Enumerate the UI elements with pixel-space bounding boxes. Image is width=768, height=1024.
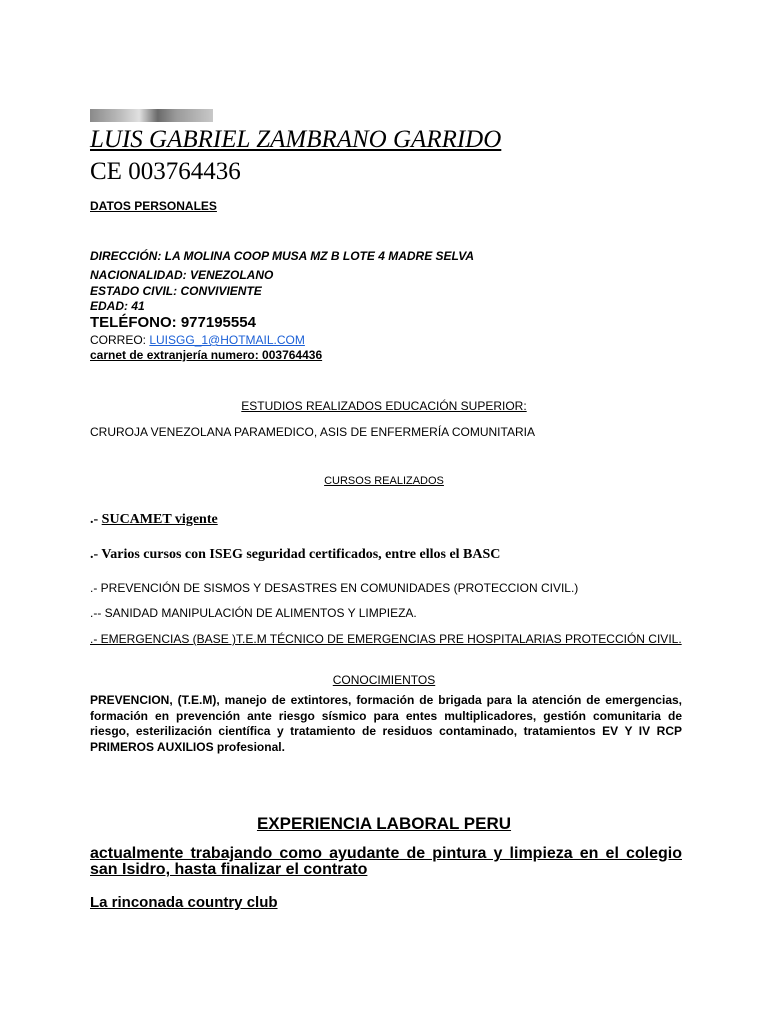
nationality-line: NACIONALIDAD: VENEZOLANO — [90, 268, 274, 282]
course-sanidad: .-- SANIDAD MANIPULACIÓN DE ALIMENTOS Y LIMPIEZA. — [90, 606, 417, 620]
civil-status-line: ESTADO CIVIL: CONVIVIENTE — [90, 284, 262, 298]
carnet-line: carnet de extranjería numero: 003764436 — [90, 348, 323, 362]
email-link[interactable]: LUISGG_1@HOTMAIL.COM — [149, 333, 305, 347]
current-job: actualmente trabajando como ayudante de pintura y limpieza en el colegio san Isidro, hasta finalizar el contrato — [90, 845, 682, 878]
personal-data-heading: DATOS PERSONALES — [90, 199, 217, 213]
course-iseg: .- Varios cursos con ISEG seguridad certificados, entre ellos el BASC — [90, 547, 501, 562]
course-emergencias: .- EMERGENCIAS (BASE )T.E.M TÉCNICO DE EMERGENCIAS PRE HOSPITALARIAS PROTECCIÓN CIVIL. — [90, 632, 682, 646]
experience-heading: EXPERIENCIA LABORAL PERU — [256, 814, 512, 833]
age-line: EDAD: 41 — [90, 299, 145, 313]
email-line — [90, 333, 305, 347]
studies-item: CRUROJA VENEZOLANA PARAMEDICO, ASIS DE ENFERMERÍA COMUNITARIA — [90, 425, 535, 439]
email-label: CORREO: — [90, 333, 150, 347]
knowledge-heading: CONOCIMIENTOS — [332, 673, 436, 687]
photo-fragment — [90, 109, 213, 122]
course-sucamet-text: SUCAMET vigente — [101, 512, 218, 527]
course-sucamet — [90, 512, 218, 528]
candidate-ce-number: CE 003764436 — [90, 158, 241, 185]
courses-heading: CURSOS REALIZADOS — [324, 475, 444, 487]
course-bullet: .- — [90, 512, 102, 527]
employer-name: La rinconada country club — [90, 894, 278, 911]
studies-heading: ESTUDIOS REALIZADOS EDUCACIÓN SUPERIOR: — [241, 399, 527, 413]
course-sismos: .- PREVENCIÓN DE SISMOS Y DESASTRES EN COMUNIDADES (PROTECCION CIVIL.) — [90, 581, 579, 595]
address-line: DIRECCIÓN: LA MOLINA COOP MUSA MZ B LOTE 4 MADRE SELVA — [90, 249, 474, 263]
candidate-name: LUIS GABRIEL ZAMBRANO GARRIDO — [90, 126, 502, 153]
phone-line: TELÉFONO: 977195554 — [90, 314, 256, 331]
knowledge-paragraph: PREVENCION, (T.E.M), manejo de extintores, formación de brigada para la atención de emergencias, formación en prevención ante riesgo sísmico para entes multiplicadores, gestión comunitaria de riesgo, esterilización científica y tratamiento de residuos contaminado, tratamientos EV Y IV RCP PRIMEROS AUXILIOS profesional. — [90, 693, 682, 754]
